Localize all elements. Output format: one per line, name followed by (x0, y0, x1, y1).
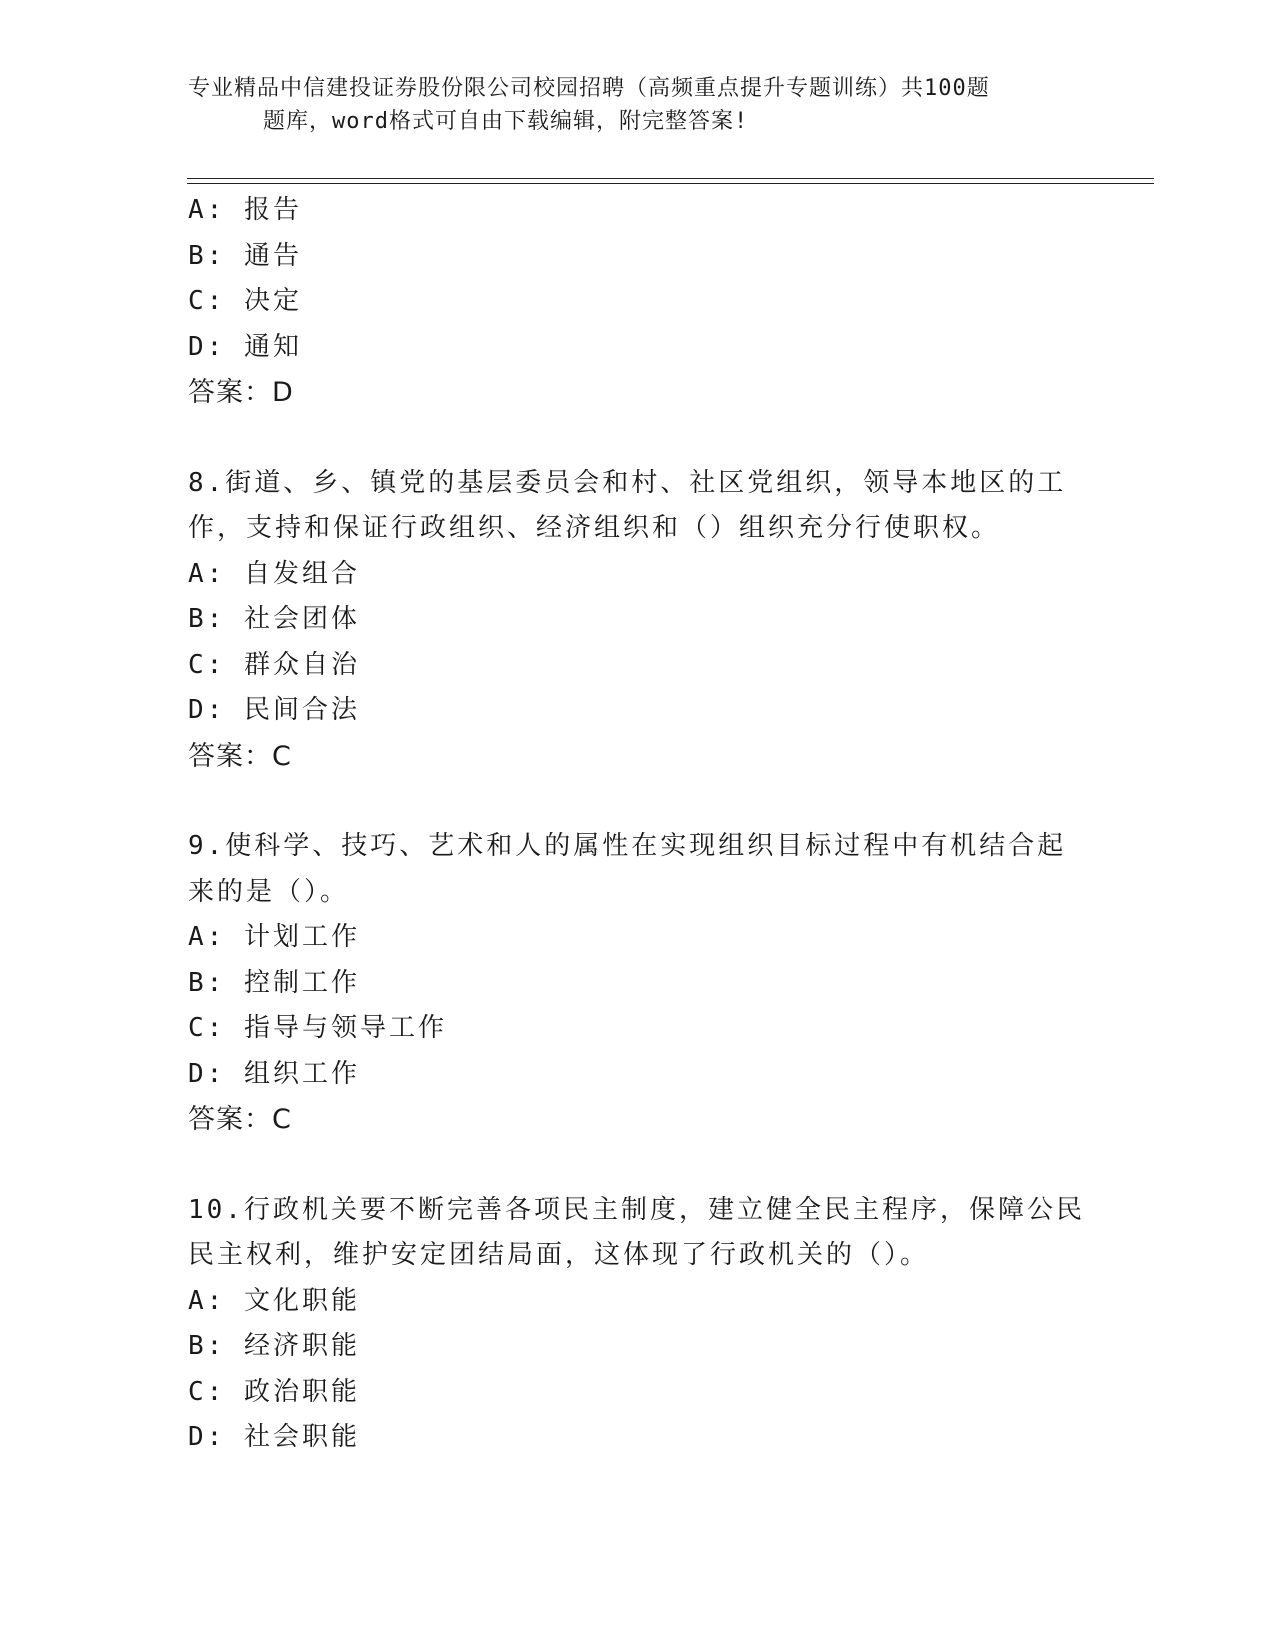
question-7-block (188, 188, 1088, 416)
question-10-stem-line2: 民主权利，维护安定团结局面，这体现了行政机关的（）。 (188, 1240, 930, 1270)
spacer (188, 416, 1088, 461)
header-title-line1: 专业精品中信建投证券股份限公司校园招聘（高频重点提升专题训练）共100题 (188, 76, 990, 101)
header-title-line2: 题库，word格式可自由下载编辑，附完整答案! (263, 109, 749, 134)
question-list (188, 188, 1088, 1461)
header-divider-bottom (187, 183, 1154, 184)
question-10-option-b: B: 经济职能 (188, 1331, 360, 1361)
question-9-stem-line2: 来的是（）。 (188, 876, 350, 907)
question-9-option-a: A: 计划工作 (188, 922, 360, 952)
question-9-stem-line1: 9.使科学、技巧、艺术和人的属性在实现组织目标过程中有机结合起 (188, 831, 1067, 861)
question-8-option-a: A: 自发组合 (188, 558, 360, 589)
document-header (188, 72, 1068, 138)
question-8-answer: 答案：C (188, 740, 292, 772)
question-10-option-d: D: 社会职能 (188, 1422, 360, 1452)
question-8-option-d: D: 民间合法 (188, 695, 360, 725)
question-9-option-c: C: 指导与领导工作 (188, 1013, 447, 1043)
question-8-stem-line1: 8.街道、乡、镇党的基层委员会和村、社区党组织，领导本地区的工 (188, 467, 1067, 498)
question-9-option-d: D: 组织工作 (188, 1058, 360, 1089)
question-7-option-c: C: 决定 (188, 286, 302, 316)
spacer (188, 779, 1088, 824)
question-8-option-c: C: 群众自治 (188, 649, 360, 680)
question-9-option-b: B: 控制工作 (188, 967, 360, 998)
question-7-option-a: A: 报告 (188, 195, 302, 225)
question-10-option-a: A: 文化职能 (188, 1285, 360, 1316)
header-divider-top (187, 178, 1154, 179)
spacer (188, 1143, 1088, 1188)
question-8-stem-line2: 作，支持和保证行政组织、经济组织和（）组织充分行使职权。 (188, 513, 1001, 543)
question-10-stem-line1: 10.行政机关要不断完善各项民主制度，建立健全民主程序，保障公民 (188, 1194, 1085, 1225)
question-8-option-b: B: 社会团体 (188, 604, 360, 634)
question-9-answer: 答案：C (188, 1104, 292, 1135)
question-9-block (188, 824, 1088, 1143)
question-10-block (188, 1188, 1088, 1461)
question-7-option-b: B: 通告 (188, 240, 302, 271)
question-7-option-d: D: 通知 (188, 331, 302, 362)
question-7-answer: 答案：D (188, 377, 294, 408)
question-10-option-c: C: 政治职能 (188, 1376, 360, 1407)
question-8-block (188, 461, 1088, 780)
